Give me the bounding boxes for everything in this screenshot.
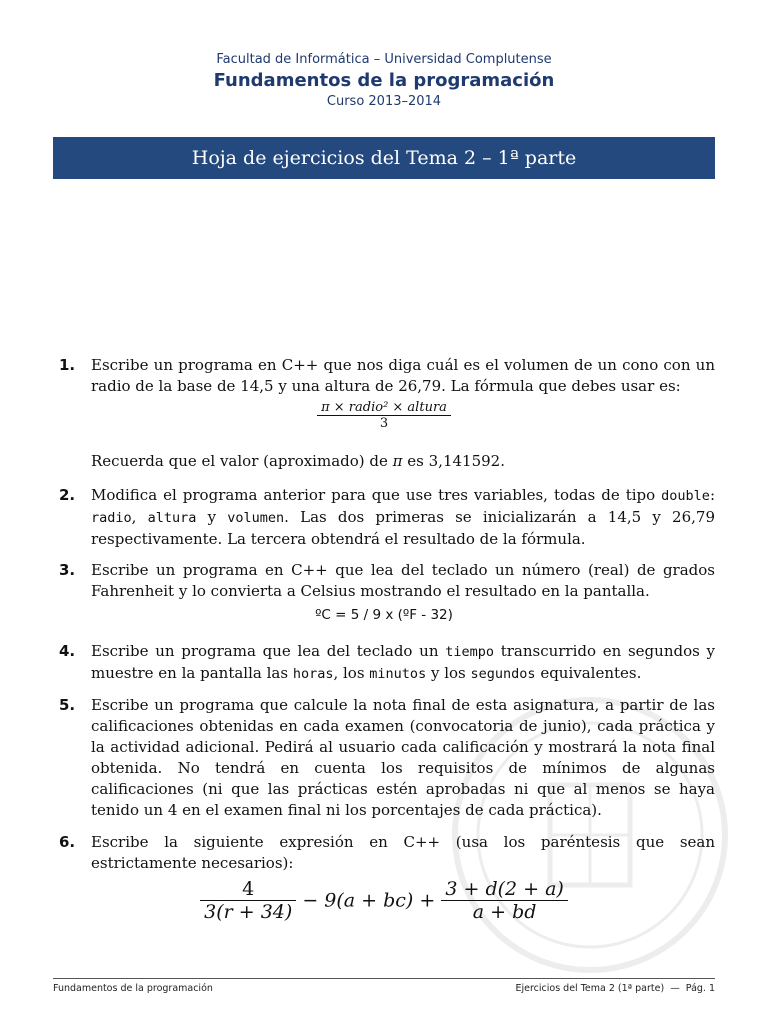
expression-formula — [0, 878, 768, 923]
note-text: Recuerda que el valor (aproximado) de — [91, 452, 393, 470]
code-volumen: volumen — [227, 510, 285, 526]
code-double: double — [661, 488, 710, 504]
faculty-name: Facultad de Informática – Universidad Complutense — [216, 52, 552, 67]
exercise-text: Modifica el programa anterior para que use tres variables, todas de tipo — [91, 486, 662, 504]
fraction-2-denominator: a + bd — [472, 901, 537, 923]
code-horas: horas — [292, 666, 334, 682]
exercise-5 — [53, 695, 715, 821]
exercise-6 — [53, 832, 715, 874]
pi-symbol: π — [392, 452, 403, 470]
code-tiempo: tiempo — [445, 644, 494, 660]
course-title: Fundamentos de la programación — [213, 70, 555, 91]
formula-numerator: π × radio² × altura — [317, 400, 451, 416]
exercise-number: 1. — [59, 356, 76, 374]
code-minutos: minutos — [369, 666, 427, 682]
code-altura: altura — [147, 510, 197, 526]
exercise-text: Escribe un programa en C++ que nos diga cuál es el volumen de un cono con un radio de la base de 14,5 y una altura de 26,79. La fórmula que debes usar es: — [91, 356, 715, 395]
exercise-text: Escribe un programa en C++ que lea del teclado un número (real) de grados Fahrenheit y lo convierta a Celsius mostrando el resultado en la pantalla. — [91, 561, 715, 600]
exercise-text: Escribe un programa que lea del teclado un — [91, 642, 446, 660]
formula-denominator: 3 — [379, 416, 389, 431]
sheet-title-banner: Hoja de ejercicios del Tema 2 – 1ª parte — [53, 137, 715, 179]
fraction-1-denominator: 3(r + 34) — [204, 901, 293, 923]
code-segundos: segundos — [470, 666, 536, 682]
footer-right: Ejercicios del Tema 2 (1ª parte) — Pág. 1 — [515, 983, 715, 994]
document-header — [0, 52, 768, 109]
footer-left: Fundamentos de la programación — [53, 983, 213, 994]
expression-middle: − 9(a + bc) + — [302, 889, 436, 912]
exercise-number: 6. — [59, 833, 76, 851]
exercise-1 — [53, 355, 715, 397]
exercise-number: 5. — [59, 696, 76, 714]
exercise-number: 3. — [59, 561, 76, 579]
exercise-number: 4. — [59, 642, 76, 660]
fraction-1-numerator: 4 — [200, 878, 296, 901]
exercise-number: 2. — [59, 486, 76, 504]
exercise-1-note — [53, 451, 715, 472]
exercise-4: 4. Escribe un programa que lea del teclado un tiempo transcurrido en segundos y muestre en la pantalla las horas, los minutos y los segundos equivalentes. — [59, 642, 715, 682]
exercise-text: Escribe un programa que calcule la nota final de esta asignatura, a partir de las calificaciones obtenidas en cada examen (convocatoria de junio), cada práctica y la actividad adicional. Pedirá al usuario cada calificación y mostrará la nota final obtenida. No tendrá en cuenta los requisitos de mínimos de algunas calificaciones (ni que las prácticas estén aprobadas ni que al menos se haya tenido un 4 en el examen final ni los porcentajes de cada práctica). — [91, 696, 715, 819]
note-text-end: es 3,141592. — [402, 452, 505, 470]
fraction-2-numerator: 3 + d(2 + a) — [441, 878, 568, 901]
exercise-2: 2. Modifica el programa anterior para que use tres variables, todas de tipo double: radio, altura y volumen. Las dos primeras se inicializarán a 14,5 y 26,79 respectivamente. La tercera obtendrá el resultado de la fórmula. — [59, 486, 715, 548]
exercise-text: Escribe la siguiente expresión en C++ (usa los paréntesis que sean estrictamente necesarios): — [91, 833, 715, 872]
celsius-formula: ºC = 5 / 9 x (ºF - 32) — [315, 607, 453, 623]
cone-volume-formula — [0, 400, 768, 431]
code-radio: radio — [91, 510, 132, 526]
exercise-3 — [53, 560, 715, 602]
course-year: Curso 2013–2014 — [326, 94, 442, 109]
footer-divider — [53, 978, 715, 979]
